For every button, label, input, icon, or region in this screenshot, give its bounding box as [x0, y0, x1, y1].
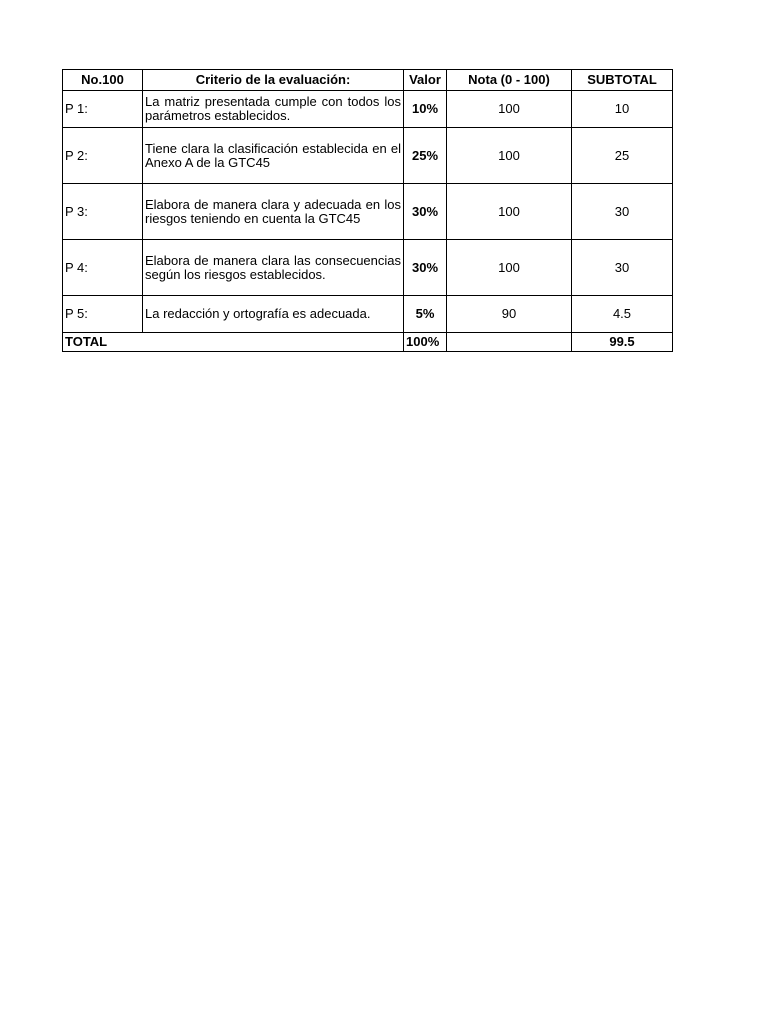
table-row	[63, 296, 673, 333]
table-row	[63, 128, 673, 184]
row-id: P 5:	[63, 296, 143, 333]
row-subtotal: 30	[572, 184, 673, 240]
row-nota: 100	[447, 91, 572, 128]
row-criterio: Elabora de manera clara las consecuencias según los riesgos establecidos.	[143, 240, 404, 296]
table-row	[63, 240, 673, 296]
row-nota: 100	[447, 240, 572, 296]
row-valor: 30%	[404, 184, 447, 240]
evaluation-table	[62, 69, 673, 352]
row-valor: 5%	[404, 296, 447, 333]
header-criterio: Criterio de la evaluación:	[143, 70, 404, 91]
header-valor: Valor	[404, 70, 447, 91]
total-subtotal: 99.5	[572, 333, 673, 352]
total-valor: 100%	[404, 333, 447, 352]
row-subtotal: 10	[572, 91, 673, 128]
row-valor: 25%	[404, 128, 447, 184]
row-subtotal: 30	[572, 240, 673, 296]
row-valor: 10%	[404, 91, 447, 128]
header-subtotal: SUBTOTAL	[572, 70, 673, 91]
row-nota: 100	[447, 184, 572, 240]
row-id: P 2:	[63, 128, 143, 184]
total-nota-empty	[447, 333, 572, 352]
row-id: P 4:	[63, 240, 143, 296]
total-row	[63, 333, 673, 352]
row-criterio: Tiene clara la clasificación establecida en el Anexo A de la GTC45	[143, 128, 404, 184]
row-nota: 100	[447, 128, 572, 184]
table-row	[63, 184, 673, 240]
total-label: TOTAL	[63, 333, 404, 352]
header-nota: Nota (0 - 100)	[447, 70, 572, 91]
row-criterio: La matriz presentada cumple con todos los parámetros establecidos.	[143, 91, 404, 128]
row-criterio: La redacción y ortografía es adecuada.	[143, 296, 404, 333]
row-valor: 30%	[404, 240, 447, 296]
row-id: P 1:	[63, 91, 143, 128]
header-row	[63, 70, 673, 91]
row-nota: 90	[447, 296, 572, 333]
table-row	[63, 91, 673, 128]
row-subtotal: 4.5	[572, 296, 673, 333]
header-no: No.100	[63, 70, 143, 91]
row-criterio: Elabora de manera clara y adecuada en los riesgos teniendo en cuenta la GTC45	[143, 184, 404, 240]
row-id: P 3:	[63, 184, 143, 240]
row-subtotal: 25	[572, 128, 673, 184]
